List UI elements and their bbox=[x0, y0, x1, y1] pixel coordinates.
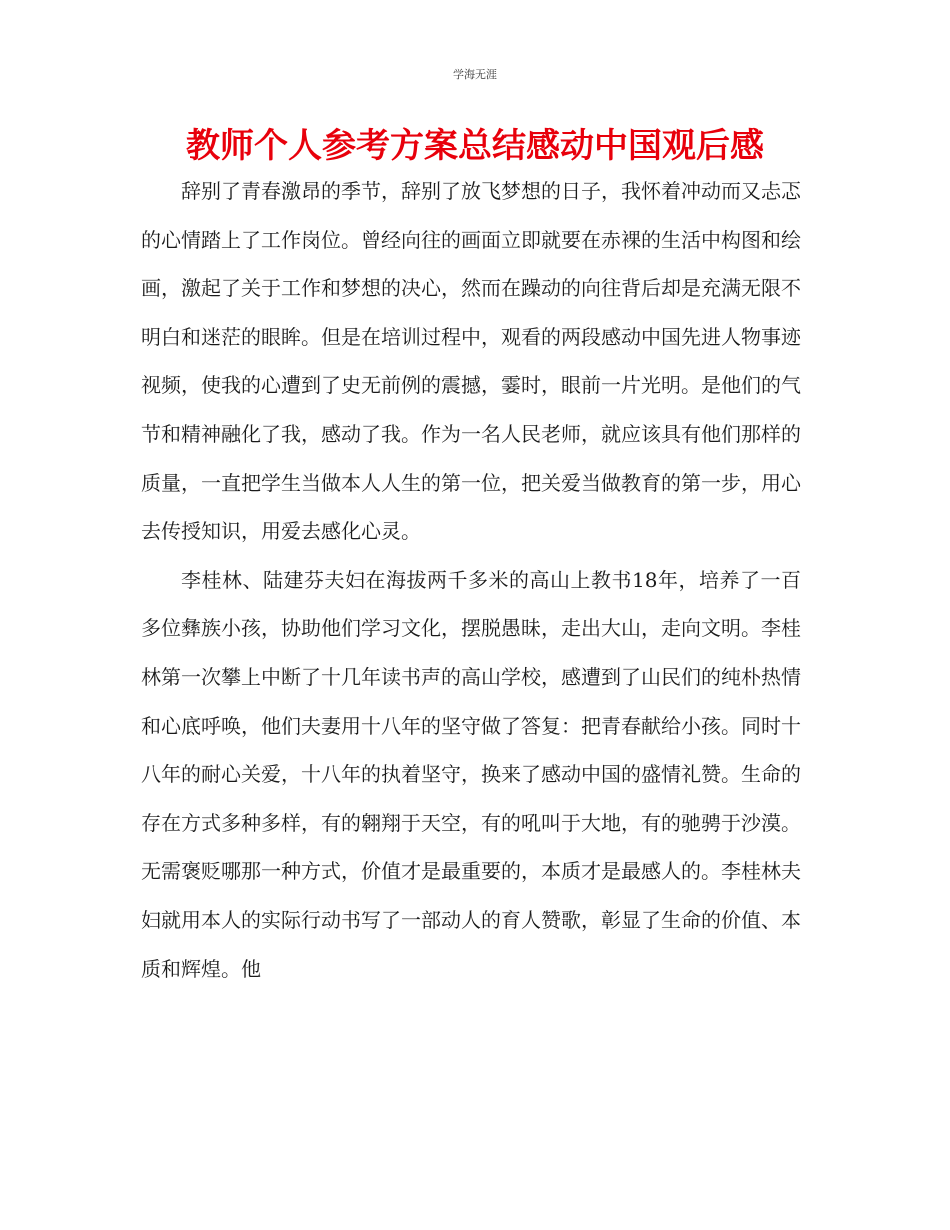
page-header: 学海无涯 bbox=[453, 68, 497, 81]
paragraph-2: 李桂林、陆建芬夫妇在海拔两千多米的高山上教书18年，培养了一百多位彝族小孩，协助他们学习文化，摆脱愚昧，走出大山，走向文明。李桂林第一次攀上中断了十几年读书声的高山学校，感遭到了山民们的纯朴热情和心底呼唤，他们夫妻用十八年的坚守做了答复：把青春献给小孩。同时十八年的耐心关爱，十八年的执着坚守，换来了感动中国的盛情礼赞。生命的存在方式多种多样，有的翱翔于天空，有的吼叫于大地，有的驰骋于沙漠。无需褒贬哪那一种方式，价值才是最重要的，本质才是最感人的。李桂林夫妇就用本人的实际行动书写了一部动人的育人赞歌，彰显了生命的价值、本质和辉煌。他 bbox=[141, 567, 801, 981]
document-title: 教师个人参考方案总结感动中国观后感 bbox=[186, 126, 764, 166]
document-body bbox=[141, 167, 801, 993]
paragraph-1: 辞别了青春激昂的季节，辞别了放飞梦想的日子，我怀着冲动而又忐忑的心情踏上了工作岗位。曾经向往的画面立即就要在赤裸的生活中构图和绘画，激起了关于工作和梦想的决心，然而在躁动的向往背后却是充满无限不明白和迷茫的眼眸。但是在培训过程中，观看的两段感动中国先进人物事迹视频，使我的心遭到了史无前例的震撼，霎时，眼前一片光明。是他们的气节和精神融化了我，感动了我。作为一名人民老师，就应该具有他们那样的质量，一直把学生当做本人人生的第一位，把关爱当做教育的第一步，用心去传授知识，用爱去感化心灵。 bbox=[141, 179, 801, 544]
